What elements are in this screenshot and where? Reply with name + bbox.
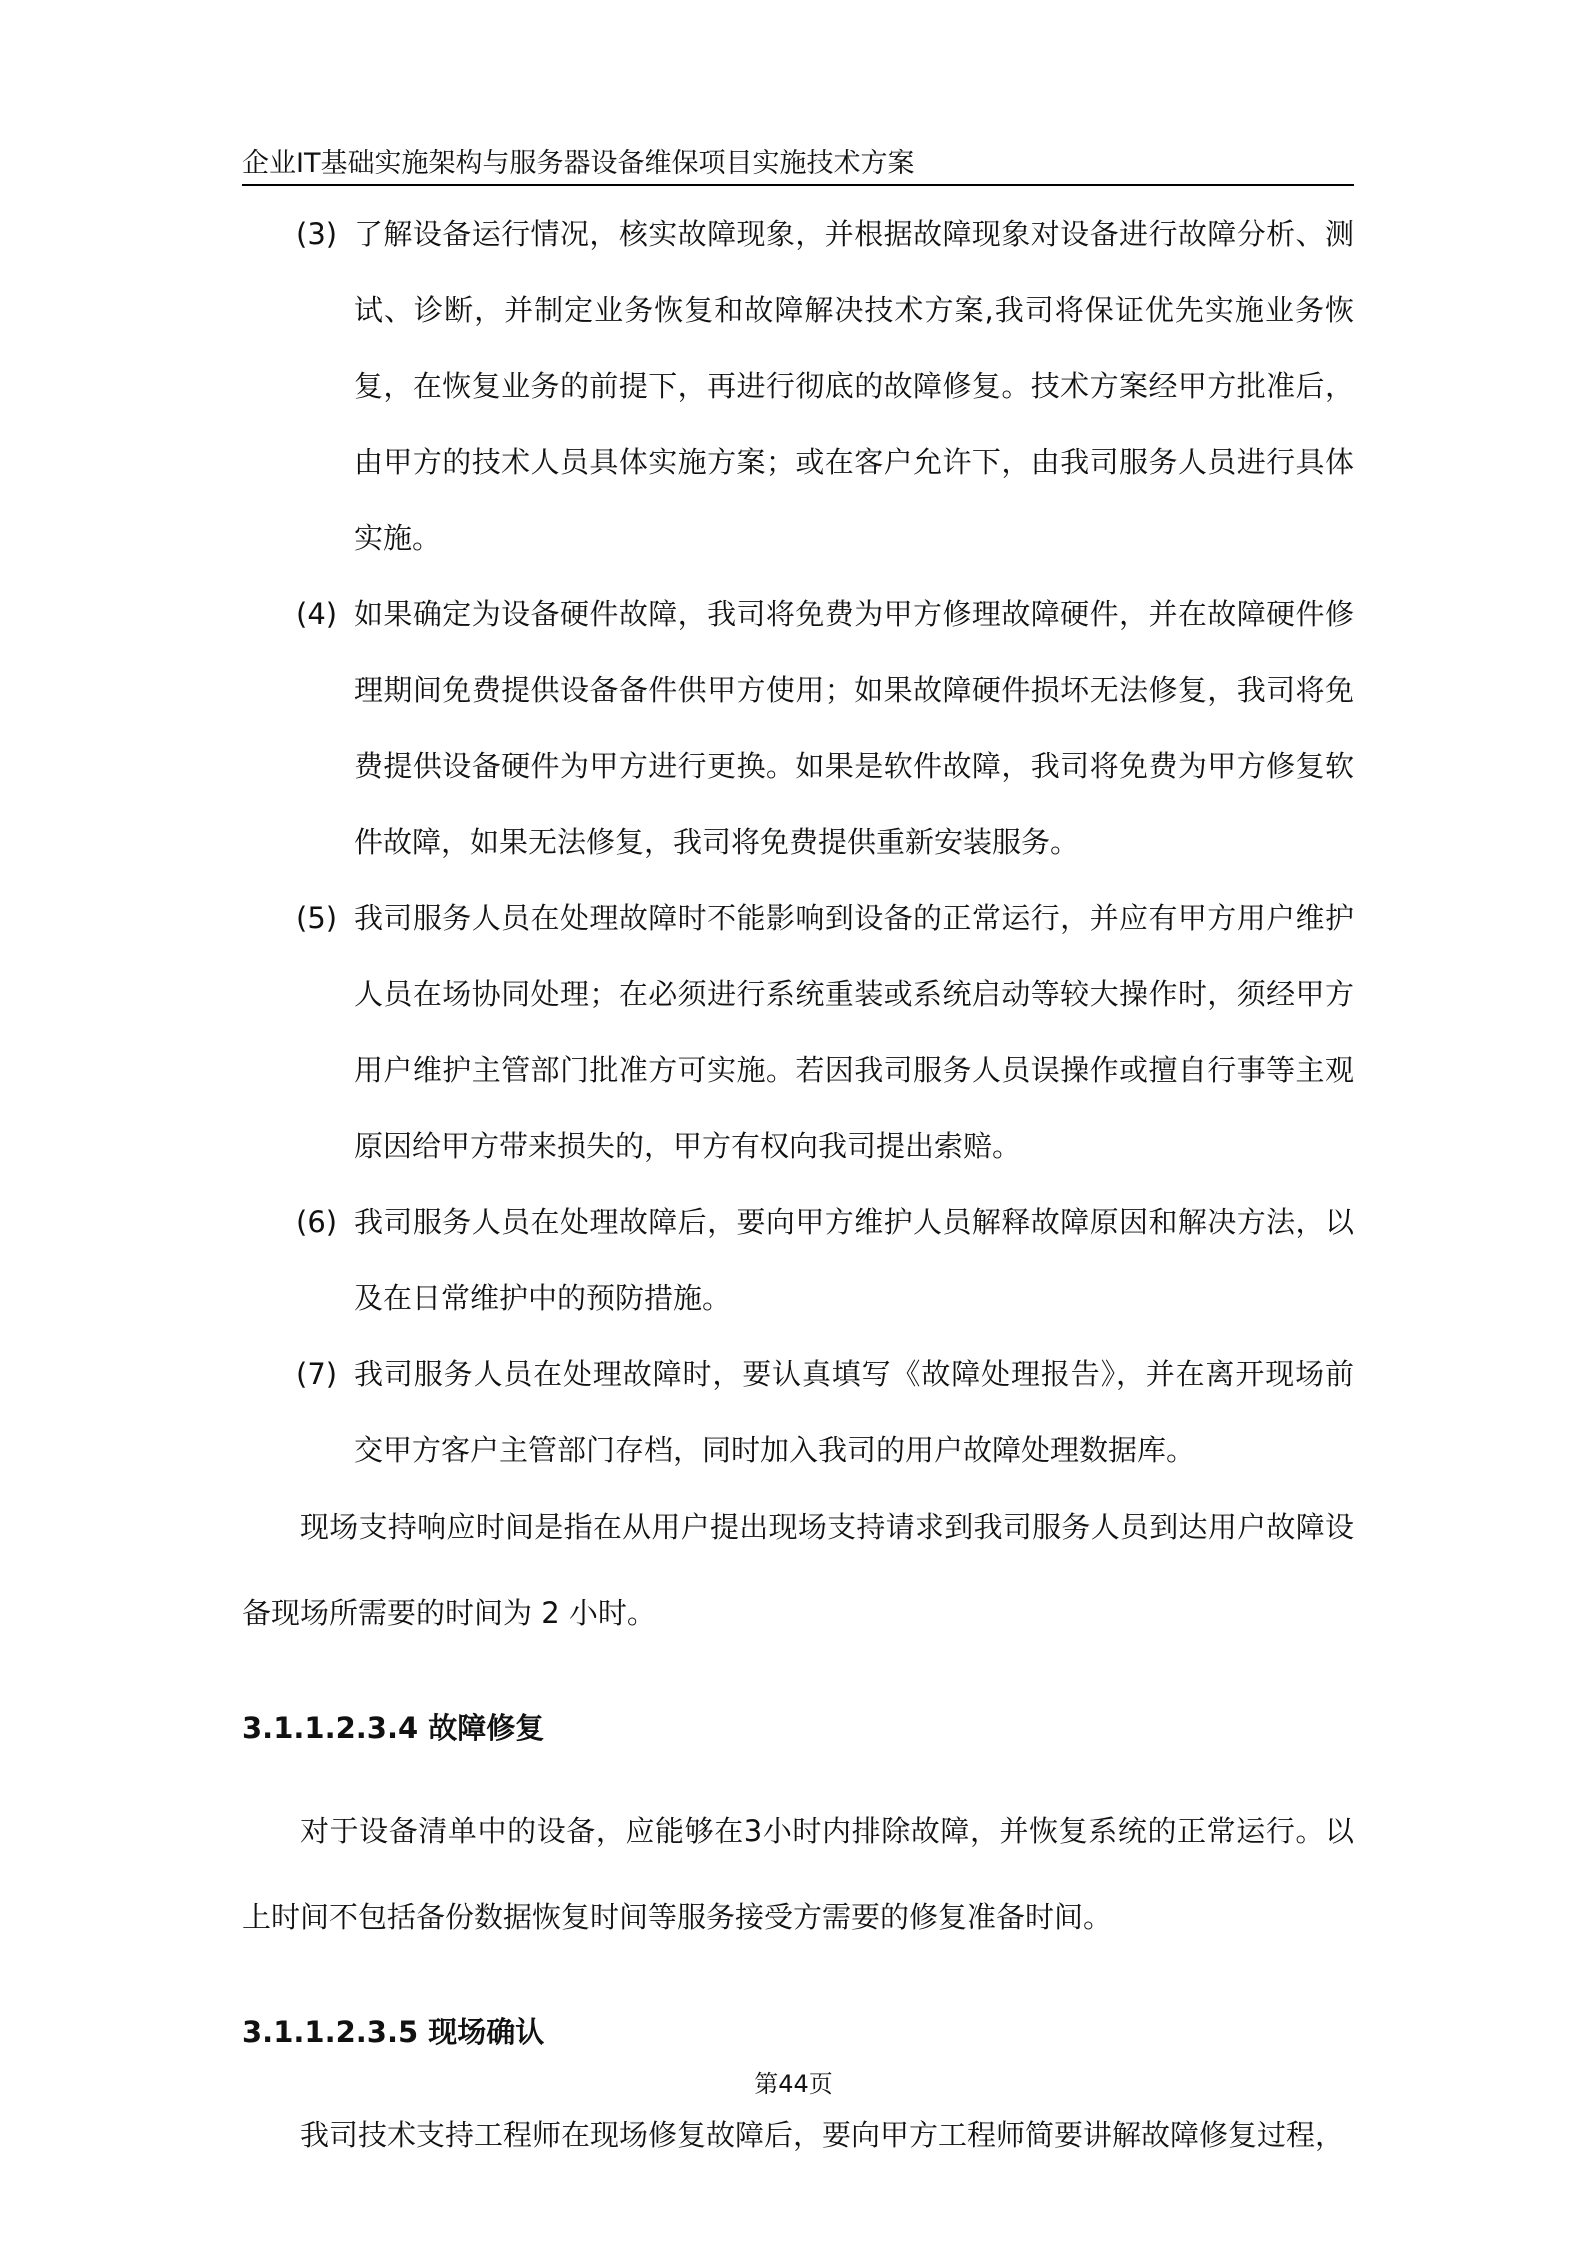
list-item-text: 如果确定为设备硬件故障，我司将免费为甲方修理故障硬件，并在故障硬件修理期间免费提供设备备件供甲方使用；如果故障硬件损坏无法修复，我司将免费提供设备硬件为甲方进行更换。如果是软件故障，我司将免费为甲方修复软件故障，如果无法修复，我司将免费提供重新安装服务。: [354, 597, 1354, 859]
document-title: 企业IT基础实施架构与服务器设备维保项目实施技术方案: [242, 148, 915, 179]
list-item-4: [242, 576, 1354, 880]
repair-paragraph: 对于设备清单中的设备，应能够在3小时内排除故障，并恢复系统的正常运行。以上时间不包括备份数据恢复时间等服务接受方需要的修复准备时间。: [242, 1814, 1354, 1934]
document-body: [242, 196, 1354, 2178]
list-item-text: 我司服务人员在处理故障时，要认真填写《故障处理报告》，并在离开现场前交甲方客户主管部门存档，同时加入我司的用户故障处理数据库。: [354, 1357, 1354, 1467]
list-item-5: [242, 880, 1354, 1184]
list-item-number: (7): [296, 1357, 338, 1391]
page-number: 第44页: [754, 2070, 833, 2098]
list-item-3: [242, 196, 1354, 576]
list-item-7: [242, 1336, 1354, 1488]
list-item-number: (3): [296, 217, 338, 251]
section-heading-confirmation: 3.1.1.2.3.5 现场确认: [242, 2015, 545, 2049]
page-header: [242, 146, 1354, 186]
list-item-text: 我司服务人员在处理故障后，要向甲方维护人员解释故障原因和解决方法，以及在日常维护中的预防措施。: [354, 1205, 1354, 1315]
list-item-number: (4): [296, 597, 338, 631]
list-item-text: 了解设备运行情况，核实故障现象，并根据故障现象对设备进行故障分析、测试、诊断，并制定业务恢复和故障解决技术方案,我司将保证优先实施业务恢复，在恢复业务的前提下，再进行彻底的故障修复。技术方案经甲方批准后，由甲方的技术人员具体实施方案；或在客户允许下，由我司服务人员进行具体实施。: [354, 217, 1354, 555]
section-heading-repair: 3.1.1.2.3.4 故障修复: [242, 1711, 545, 1745]
list-item-number: (5): [296, 901, 338, 935]
response-time-paragraph: 现场支持响应时间是指在从用户提出现场支持请求到我司服务人员到达用户故障设备现场所需要的时间为 2 小时。: [242, 1510, 1354, 1630]
list-item-text: 我司服务人员在处理故障时不能影响到设备的正常运行，并应有甲方用户维护人员在场协同处理；在必须进行系统重装或系统启动等较大操作时，须经甲方用户维护主管部门批准方可实施。若因我司服务人员误操作或擅自行事等主观原因给甲方带来损失的，甲方有权向我司提出索赔。: [354, 901, 1354, 1163]
list-item-number: (6): [296, 1205, 338, 1239]
page-footer: [0, 2068, 1587, 2100]
confirmation-paragraph: 我司技术支持工程师在现场修复故障后，要向甲方工程师简要讲解故障修复过程，: [300, 2118, 1345, 2152]
list-item-6: [242, 1184, 1354, 1336]
